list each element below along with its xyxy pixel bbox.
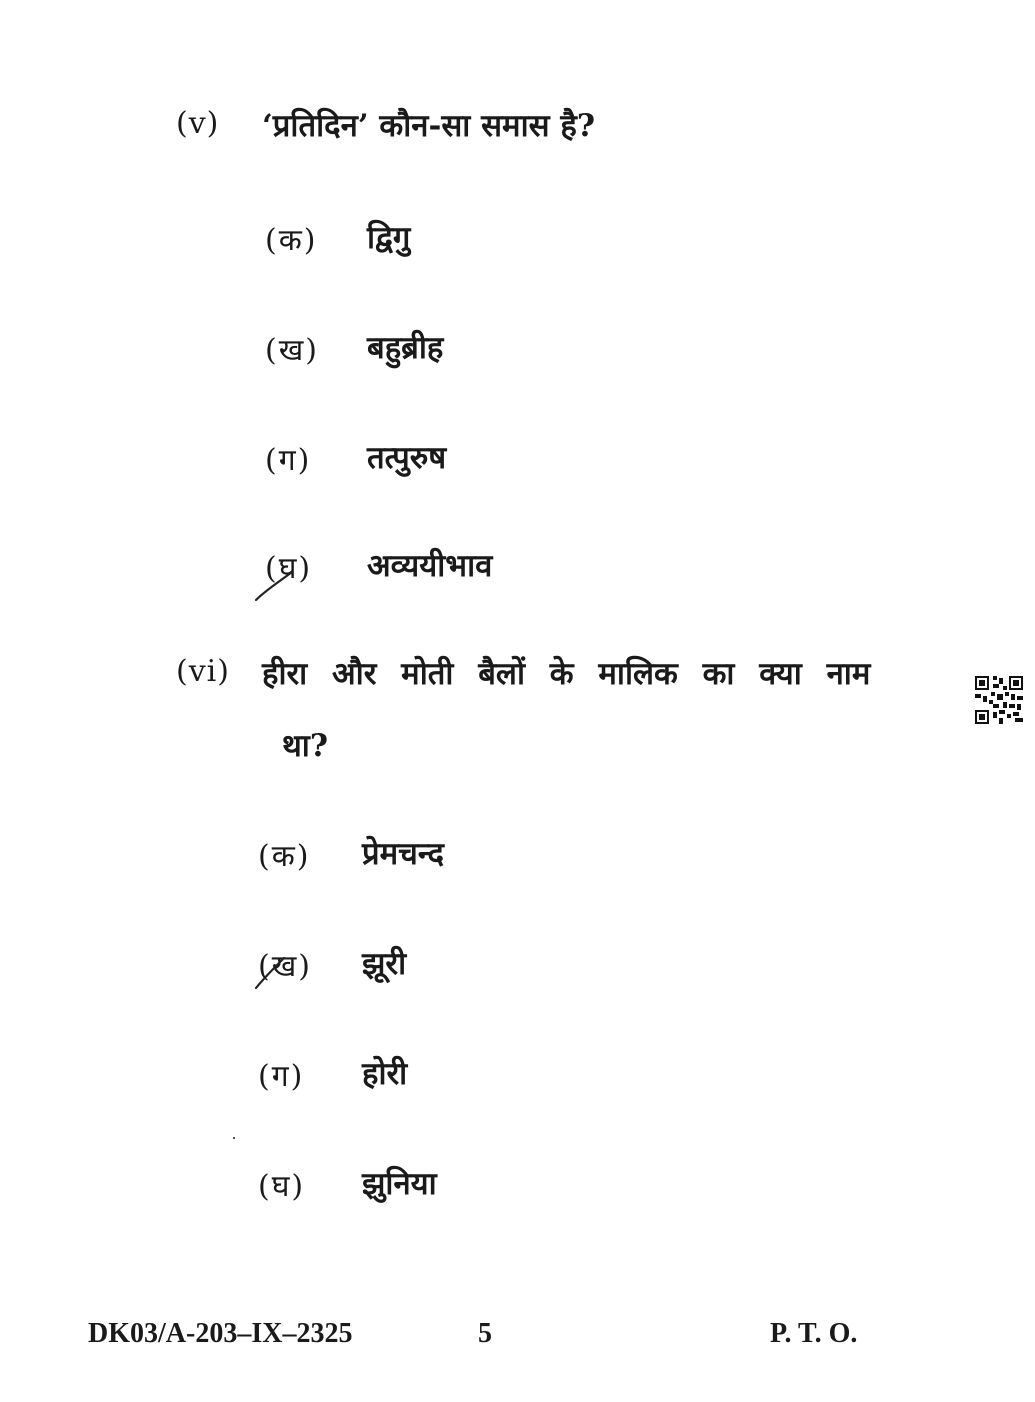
question-number: (vi) — [176, 654, 230, 689]
option-text: द्विगु — [367, 220, 411, 256]
option-label: (क) — [265, 223, 318, 258]
pen-tick-mark-icon — [252, 952, 292, 992]
option-label: (क) — [258, 839, 311, 874]
option-label: (घ) — [265, 551, 313, 586]
option-label: (घ) — [258, 1169, 306, 1204]
option-text: प्रेमचन्द — [362, 836, 444, 872]
option-text: अव्ययीभाव — [367, 548, 493, 584]
option-text: झुनिया — [362, 1166, 437, 1202]
option-text: झूरी — [362, 946, 407, 982]
option-label: (ख) — [265, 333, 319, 368]
question-text: ‘प्रतिदिन’ कौन-सा समास है? — [262, 108, 595, 144]
option-label: (ग) — [265, 443, 312, 478]
question-text-line-2: था? — [282, 728, 329, 764]
question-number: (v) — [176, 106, 220, 141]
option-label: (ग) — [258, 1059, 305, 1094]
qr-code-icon — [975, 676, 1023, 724]
question-text-line-1: हीरा और मोती बैलों के मालिक का क्या नाम — [262, 656, 871, 692]
paper-code: DK03/A-203–IX–2325 — [88, 1318, 353, 1349]
option-text: बहुब्रीह — [367, 330, 444, 366]
scan-speck — [233, 1137, 235, 1139]
option-text: होरी — [362, 1056, 408, 1092]
pto-label: P. T. O. — [770, 1318, 858, 1349]
page-number: 5 — [478, 1318, 492, 1349]
pen-tick-mark-icon — [252, 560, 300, 604]
option-text: तत्पुरुष — [367, 440, 447, 476]
option-label: (ख) — [258, 949, 312, 984]
